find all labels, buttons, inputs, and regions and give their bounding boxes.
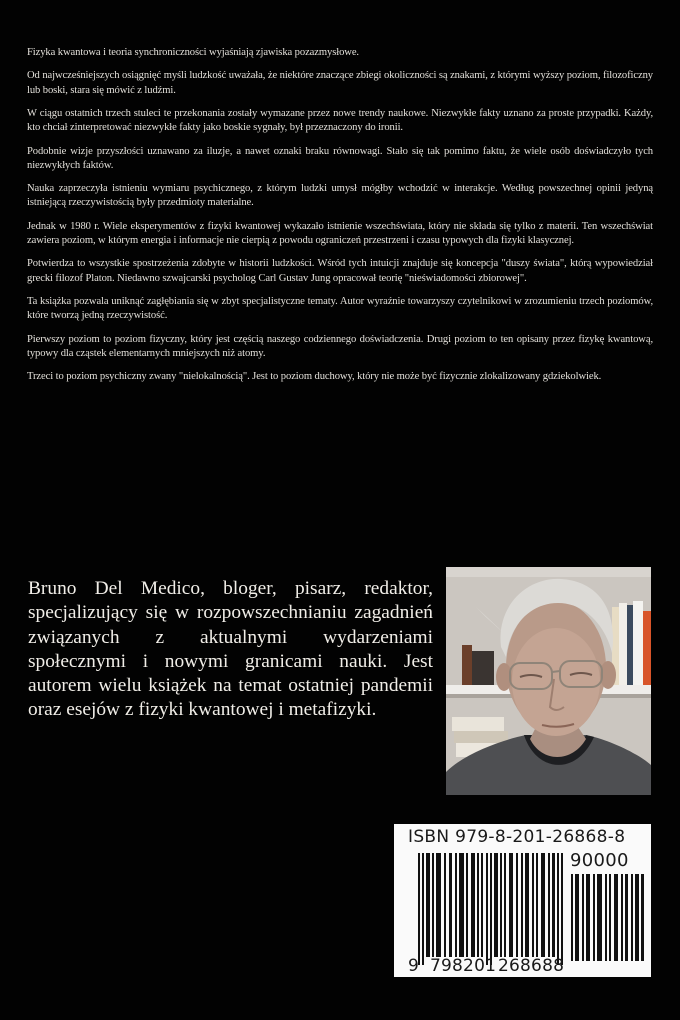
author-bio: Bruno Del Medico, bloger, pisarz, redaktor, specjalizujący się w rozpowszechnianiu zagadnień związanych z aktualnymi wydarzeniami społecznymi i nowymi granicami nauki. Jest autorem wielu książek na temat ostatniej pandemii oraz esejów z fizyki kwantowej i metafizyki. xyxy=(28,578,433,721)
ean-left-digits: 798201 xyxy=(430,956,497,976)
price-addon-label: 90000 xyxy=(570,850,629,871)
blurb-paragraph-5: Nauka zaprzeczyła istnieniu wymiaru psychicznego, z którym ludzki umysł mógłby wchodzić w interakcje. Według powszechnej opinii jedyną istniejącą rzeczywistością były przedmioty materialne. xyxy=(27,183,653,209)
blurb-paragraph-6: Jednak w 1980 r. Wiele eksperymentów z fizyki kwantowej wykazało istnienie wszechświata, który nie składa się tylko z materii. Ten wszechświat zawiera poziom, w którym energia i informacje nie cierpią z powodu ograniczeń przestrzeni i czasu typowych dla fizyki klasycznej. xyxy=(27,220,653,246)
blurb-paragraph-9: Pierwszy poziom to poziom fizyczny, który jest częścią naszego codziennego doświadczenia. Drugi poziom to ten opisany przez fizykę kwantową, typowy dla cząstek elementarnych mniejszych niż atomy. xyxy=(27,333,653,359)
blurb-paragraph-2: Od najwcześniejszych osiągnięć myśli ludzkość uważała, że niektóre znaczące zbiegi okoliczności są znakami, z którymi wyższy poziom, filozoficzny lub boski, stara się mówić z ludźmi. xyxy=(27,70,653,96)
blurb-paragraph-8: Ta książka pozwala uniknąć zagłębiania się w zbyt specjalistyczne tematy. Autor wyraźnie towarzyszy czytelnikowi w zrozumieniu trzech poziomów, które tworzą jedną rzeczywistość. xyxy=(27,295,653,322)
price-addon-bars-icon xyxy=(571,874,645,961)
blurb-paragraph-3: W ciągu ostatnich trzech stuleci te przekonania zostały wymazane przez nowe trendy naukowe. Niezwykłe fakty uznano za proste przypadki. Każdy, kto chciał zinterpretować niezwykłe fakty jako boskie sygnały, był przeznaczony do ironii. xyxy=(27,107,653,134)
ean-right-digits: 268688 xyxy=(498,956,565,976)
author-photo xyxy=(446,567,651,795)
isbn-barcode xyxy=(394,824,651,977)
blurb-paragraph-10: Trzeci to poziom psychiczny zwany "nielokalnością". Jest to poziom duchowy, który nie może być fizycznie zlokalizowany gdziekolwiek. xyxy=(27,371,602,383)
blurb-paragraph-4: Podobnie wizje przyszłości uznawano za iluzje, a nawet oznaki braku równowagi. Stało się tak pomimo faktu, że wiele osób doświadczyło tych niezwykłych faktów. xyxy=(27,145,653,171)
back-cover-blurb xyxy=(27,46,653,394)
ean13-bars-icon xyxy=(418,853,563,965)
blurb-paragraph-7: Potwierdza to wszystkie spostrzeżenia zdobyte w historii ludzkości. Wśród tych intuicji znajduje się koncepcja "duszy świata", którą wypowiedział grecki filozof Platon. Niedawno szwajcarski psycholog Carl Gustav Jung opracował teorię "nieświadomości zbiorowej". xyxy=(27,258,653,284)
blurb-paragraph-1: Fizyka kwantowa i teoria synchroniczności wyjaśniają zjawiska pozazmysłowe. xyxy=(27,47,359,58)
isbn-label: ISBN 979-8-201-26868-8 xyxy=(408,827,626,847)
ean-first-digit: 9 xyxy=(408,956,419,976)
author-portrait-icon xyxy=(446,567,651,795)
